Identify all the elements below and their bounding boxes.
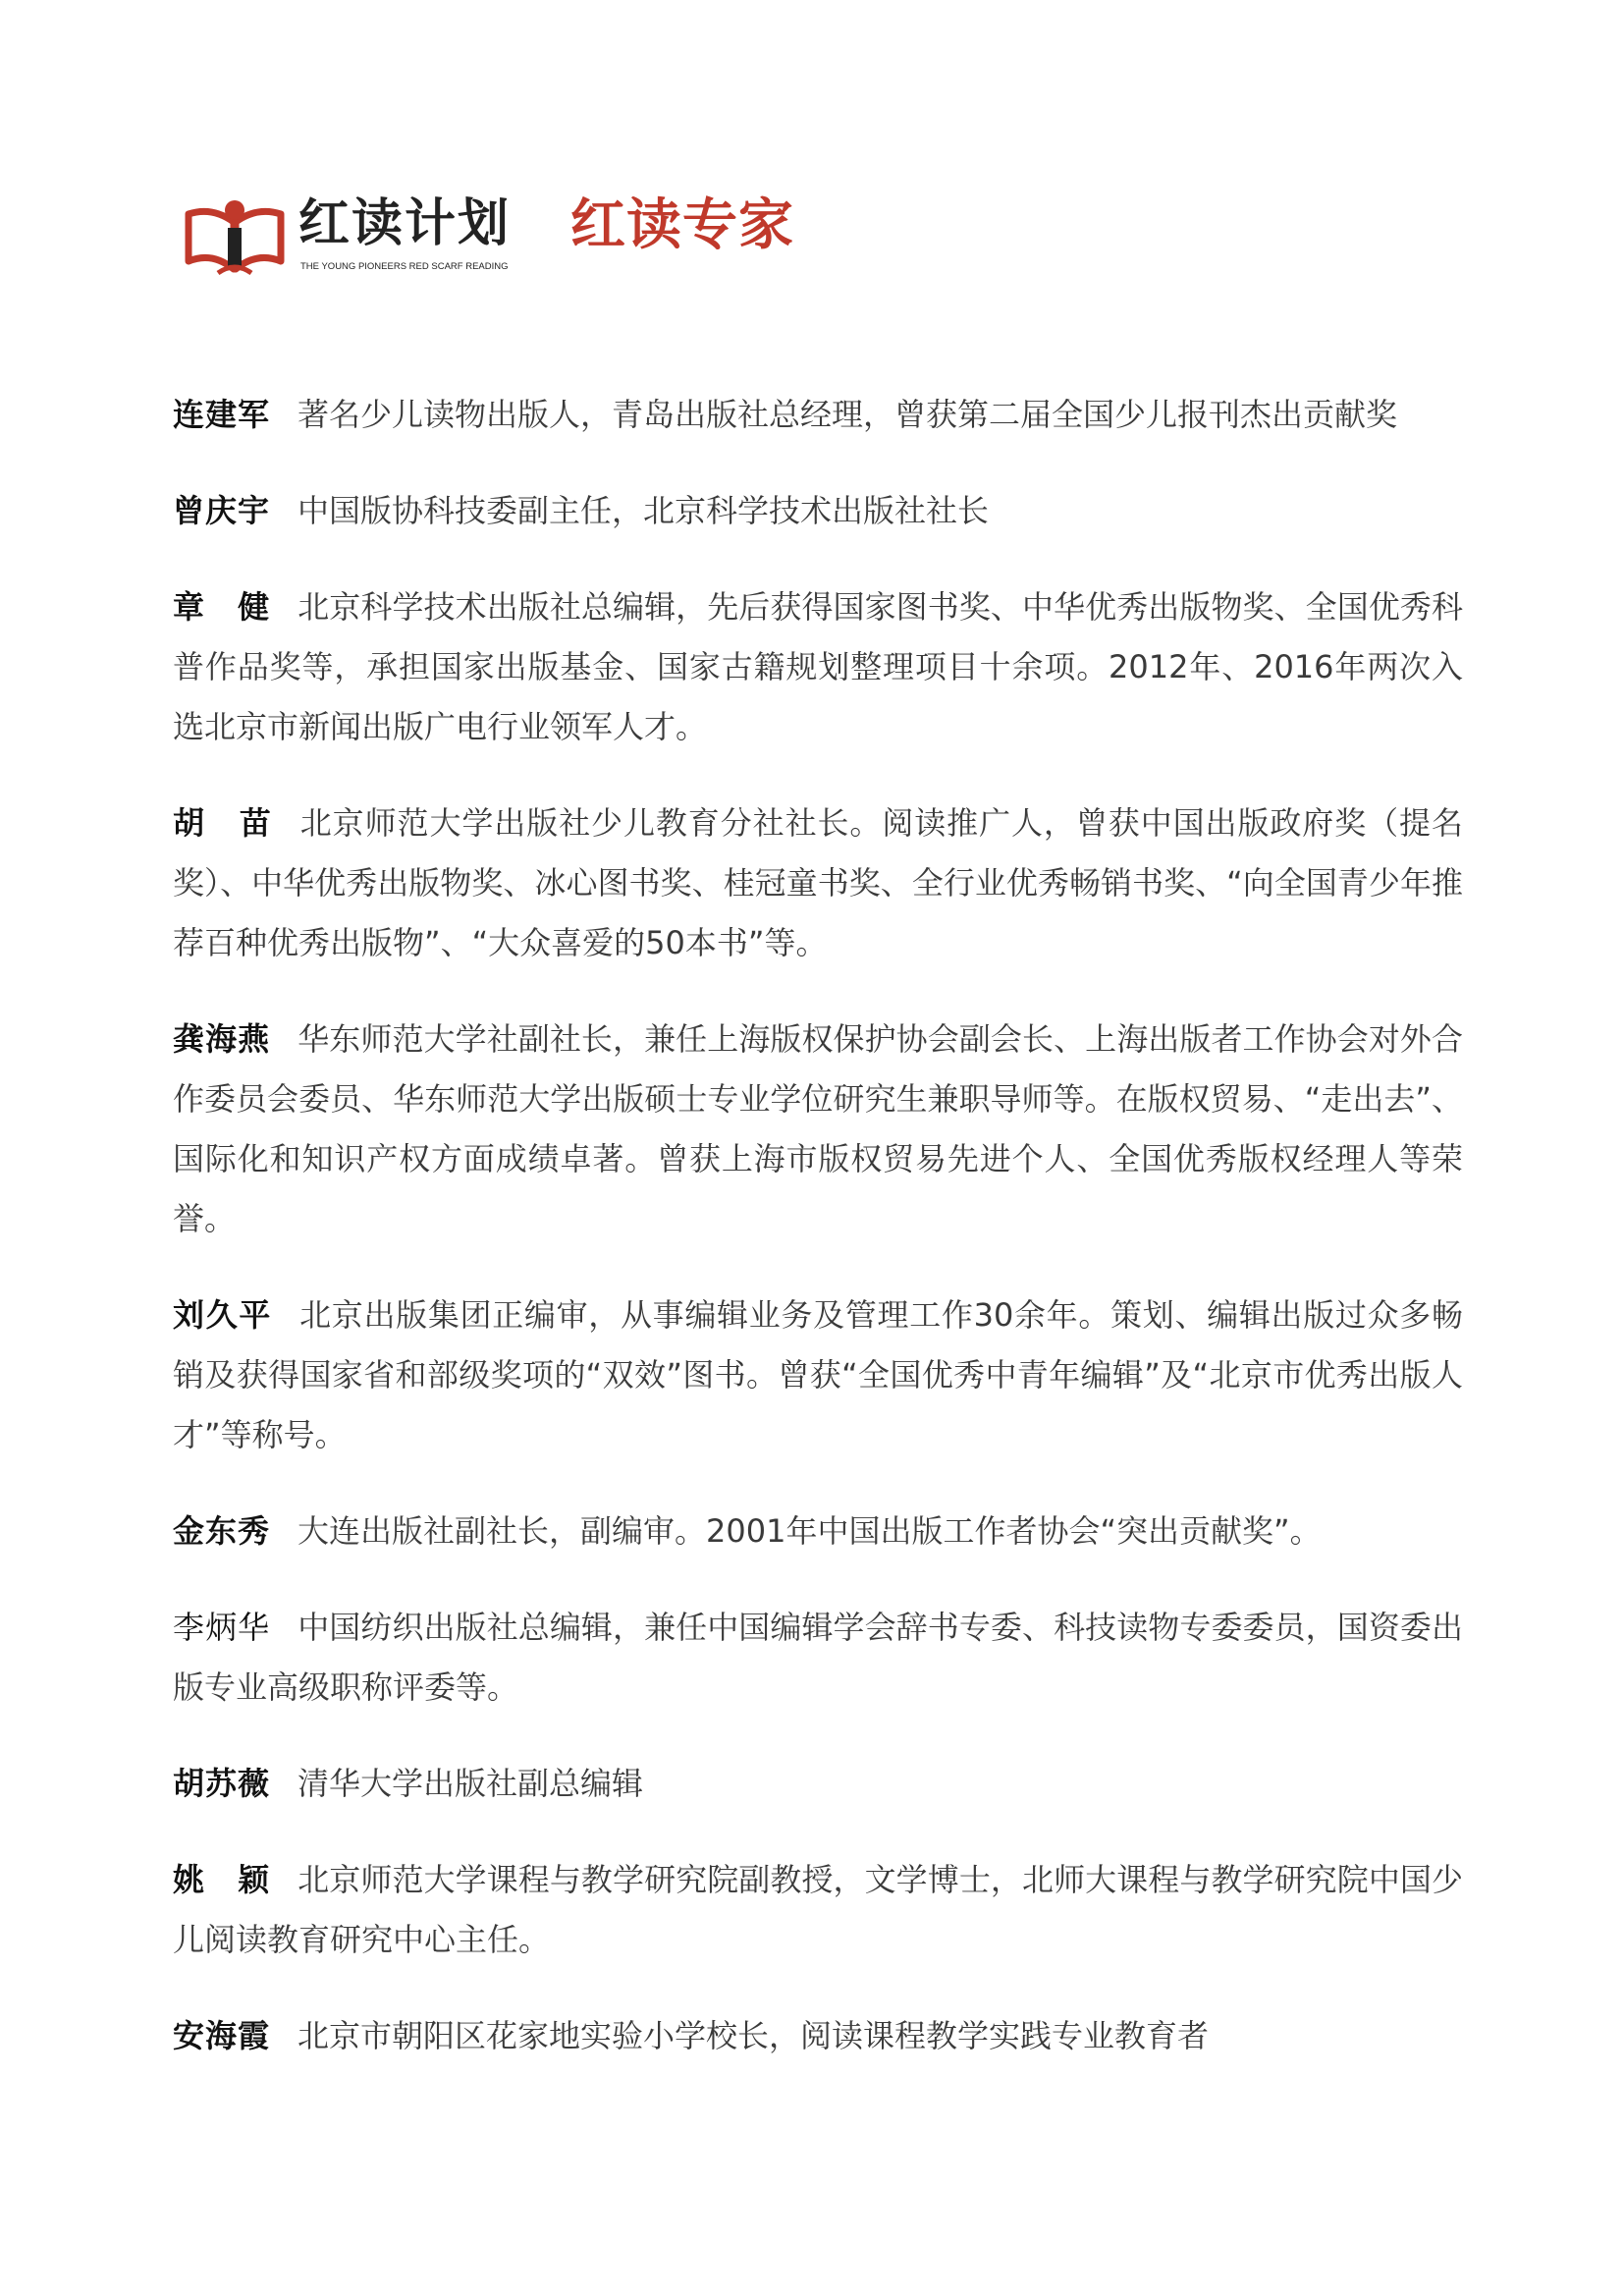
expert-entry bbox=[173, 2006, 1463, 2066]
expert-description: 北京师范大学出版社少儿教育分社社长。阅读推广人，曾获中国出版政府奖（提名奖）、中华优秀出版物奖、冰心图书奖、桂冠童书奖、全行业优秀畅销书奖、“向全国青少年推荐百种优秀出版物”、“大众喜爱的50本书”等。 bbox=[173, 804, 1463, 961]
expert-description: 中国版协科技委副主任，北京科学技术出版社社长 bbox=[298, 492, 990, 529]
expert-entry bbox=[173, 577, 1463, 757]
expert-name: 章 健 bbox=[173, 588, 271, 626]
expert-description: 华东师范大学社副社长，兼任上海版权保护协会副会长、上海出版者工作协会对外合作委员会委员、华东师范大学出版硕士专业学位研究生兼职导师等。在版权贸易、“走出去”、国际化和知识产权方面成绩卓著。曾获上海市版权贸易先进个人、全国优秀版权经理人等荣誉。 bbox=[173, 1020, 1463, 1237]
expert-name: 胡 苗 bbox=[173, 804, 273, 842]
expert-name: 刘久平 bbox=[173, 1296, 273, 1334]
expert-description: 北京市朝阳区花家地实验小学校长，阅读课程教学实践专业教育者 bbox=[298, 2017, 1210, 2054]
expert-description: 著名少儿读物出版人，青岛出版社总经理，曾获第二届全国少儿报刊杰出贡献奖 bbox=[298, 396, 1398, 433]
expert-name: 姚 颖 bbox=[173, 1861, 271, 1898]
expert-name: 金东秀 bbox=[173, 1512, 271, 1550]
expert-description: 北京科学技术出版社总编辑，先后获得国家图书奖、中华优秀出版物奖、全国优秀科普作品奖等，承担国家出版基金、国家古籍规划整理项目十余项。2012年、2016年两次入选北京市新闻出版广电行业领军人才。 bbox=[173, 588, 1463, 745]
logo-subtitle: THE YOUNG PIONEERS RED SCARF READING bbox=[300, 261, 509, 272]
open-book-icon bbox=[183, 192, 287, 277]
page-header bbox=[183, 189, 811, 287]
expert-entry bbox=[173, 385, 1463, 445]
expert-name: 龚海燕 bbox=[173, 1020, 271, 1058]
expert-entry bbox=[173, 481, 1463, 541]
expert-entry bbox=[173, 1285, 1463, 1465]
expert-entry bbox=[173, 1502, 1463, 1561]
expert-description: 大连出版社副社长，副编审。2001年中国出版工作者协会“突出贡献奖”。 bbox=[298, 1512, 1322, 1550]
expert-name: 曾庆宇 bbox=[173, 492, 271, 529]
expert-entry bbox=[173, 1598, 1463, 1718]
expert-list bbox=[173, 385, 1463, 2103]
expert-entry bbox=[173, 1010, 1463, 1249]
expert-entry bbox=[173, 793, 1463, 973]
expert-name: 李炳华 bbox=[173, 1609, 271, 1646]
expert-entry bbox=[173, 1754, 1463, 1814]
section-title: 红读专家 bbox=[570, 193, 794, 257]
expert-description: 北京师范大学课程与教学研究院副教授，文学博士，北师大课程与教学研究院中国少儿阅读教育研究中心主任。 bbox=[173, 1861, 1463, 1958]
logo-text: 红读计划 bbox=[298, 193, 512, 253]
expert-entry bbox=[173, 1850, 1463, 1970]
expert-description: 清华大学出版社副总编辑 bbox=[298, 1765, 644, 1802]
expert-name: 安海霞 bbox=[173, 2017, 271, 2054]
expert-description: 北京出版集团正编审，从事编辑业务及管理工作30余年。策划、编辑出版过众多畅销及获得国家省和部级奖项的“双效”图书。曾获“全国优秀中青年编辑”及“北京市优秀出版人才”等称号。 bbox=[173, 1296, 1463, 1453]
expert-description: 中国纺织出版社总编辑，兼任中国编辑学会辞书专委、科技读物专委委员，国资委出版专业高级职称评委等。 bbox=[173, 1609, 1463, 1706]
expert-name: 连建军 bbox=[173, 396, 271, 433]
expert-name: 胡苏薇 bbox=[173, 1765, 271, 1802]
